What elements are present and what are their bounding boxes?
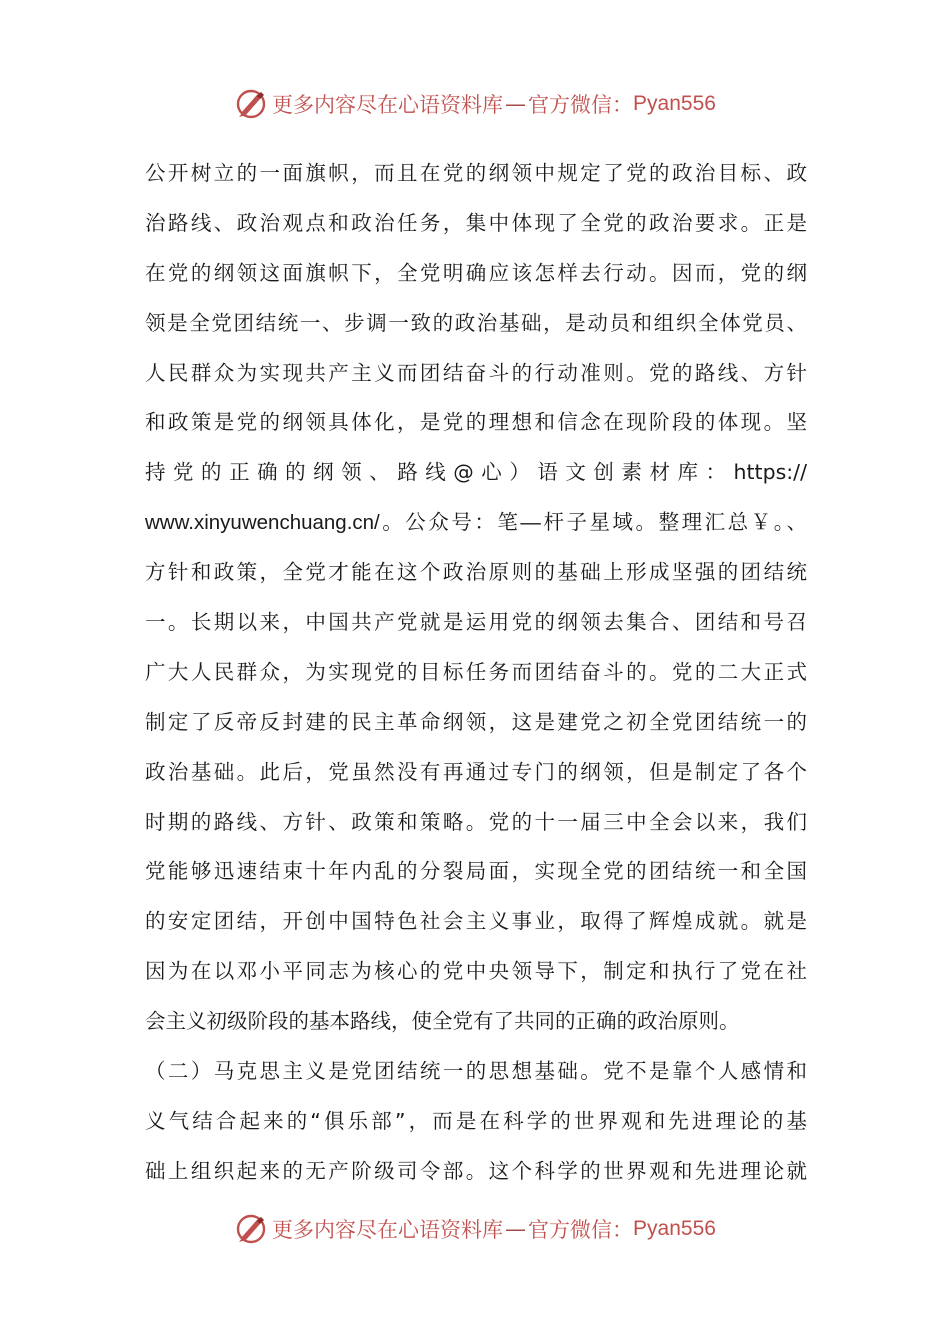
header-brand-text: 更多内容尽在心语资料库 <box>272 93 504 117</box>
text-line: 因为在以邓小平同志为核心的党中央领导下，制定和执行了党在社 <box>145 959 807 984</box>
header-contact-label: 官方微信： <box>528 93 634 117</box>
header-banner <box>0 84 950 124</box>
text-line: 的安定团结，开创中国特色社会主义事业，取得了辉煌成就。就是 <box>145 909 807 934</box>
text-line: 在党的纲领这面旗帜下，全党明确应该怎样去行动。因而，党的纲 <box>145 260 807 285</box>
text-line: （二）马克思主义是党团结统一的思想基础。党不是靠个人感情和 <box>145 1059 807 1084</box>
pen-logo-icon <box>234 87 268 121</box>
text-line: 广大人民群众，为实现党的目标任务而团结奋斗的。党的二大正式 <box>145 659 807 684</box>
footer-banner <box>0 1209 950 1249</box>
text-line: 础上组织起来的无产阶级司令部。这个科学的世界观和先进理论就 <box>145 1158 807 1183</box>
text-line: 会主义初级阶段的基本路线，使全党有了共同的正确的政治原则。 <box>145 1009 740 1034</box>
text-line: 政治基础。此后，党虽然没有再通过专门的纲领，但是制定了各个 <box>145 759 807 784</box>
text-line: www.xinyuwenchuang.cn/。公众号：笔—杆子星域。整理汇总￥。、 <box>145 511 807 535</box>
text-line: 治路线、政治观点和政治任务，集中体现了全党的政治要求。正是 <box>145 210 807 235</box>
text-line: 人民群众为实现共产主义而团结奋斗的行动准则。党的路线、方针 <box>145 360 807 385</box>
footer-brand-text: 更多内容尽在心语资料库 <box>272 1218 504 1242</box>
text-line: 和政策是党的纲领具体化，是党的理想和信念在现阶段的体现。坚 <box>145 410 807 435</box>
pen-logo-icon <box>234 1212 268 1246</box>
text-line: 领是全党团结统一、步调一致的政治基础，是动员和组织全体党员、 <box>145 310 807 335</box>
text-line: 公开树立的一面旗帜，而且在党的纲领中规定了党的政治目标、政 <box>145 161 807 185</box>
text-line: 义气结合起来的“俱乐部”，而是在科学的世界观和先进理论的基 <box>145 1108 807 1133</box>
header-separator: — <box>505 92 527 116</box>
document-body <box>145 149 807 1197</box>
text-line: 方针和政策，全党才能在这个政治原则的基础上形成坚强的团结统 <box>145 560 807 585</box>
footer-contact-label: 官方微信： <box>528 1218 634 1242</box>
footer-separator: — <box>505 1217 527 1241</box>
header-wechat-id: Pyan556 <box>633 92 716 115</box>
text-line: 持党的正确的纲领、路线@心）语文创素材库：https:// <box>145 460 807 485</box>
text-line: 一。长期以来，中国共产党就是运用党的纲领去集合、团结和号召 <box>145 610 807 635</box>
text-line: 党能够迅速结束十年内乱的分裂局面，实现全党的团结统一和全国 <box>145 859 807 884</box>
text-line: 时期的路线、方针、政策和策略。党的十一届三中全会以来，我们 <box>145 809 807 834</box>
footer-wechat-id: Pyan556 <box>633 1217 716 1240</box>
text-line: 制定了反帝反封建的民主革命纲领，这是建党之初全党团结统一的 <box>145 709 807 734</box>
